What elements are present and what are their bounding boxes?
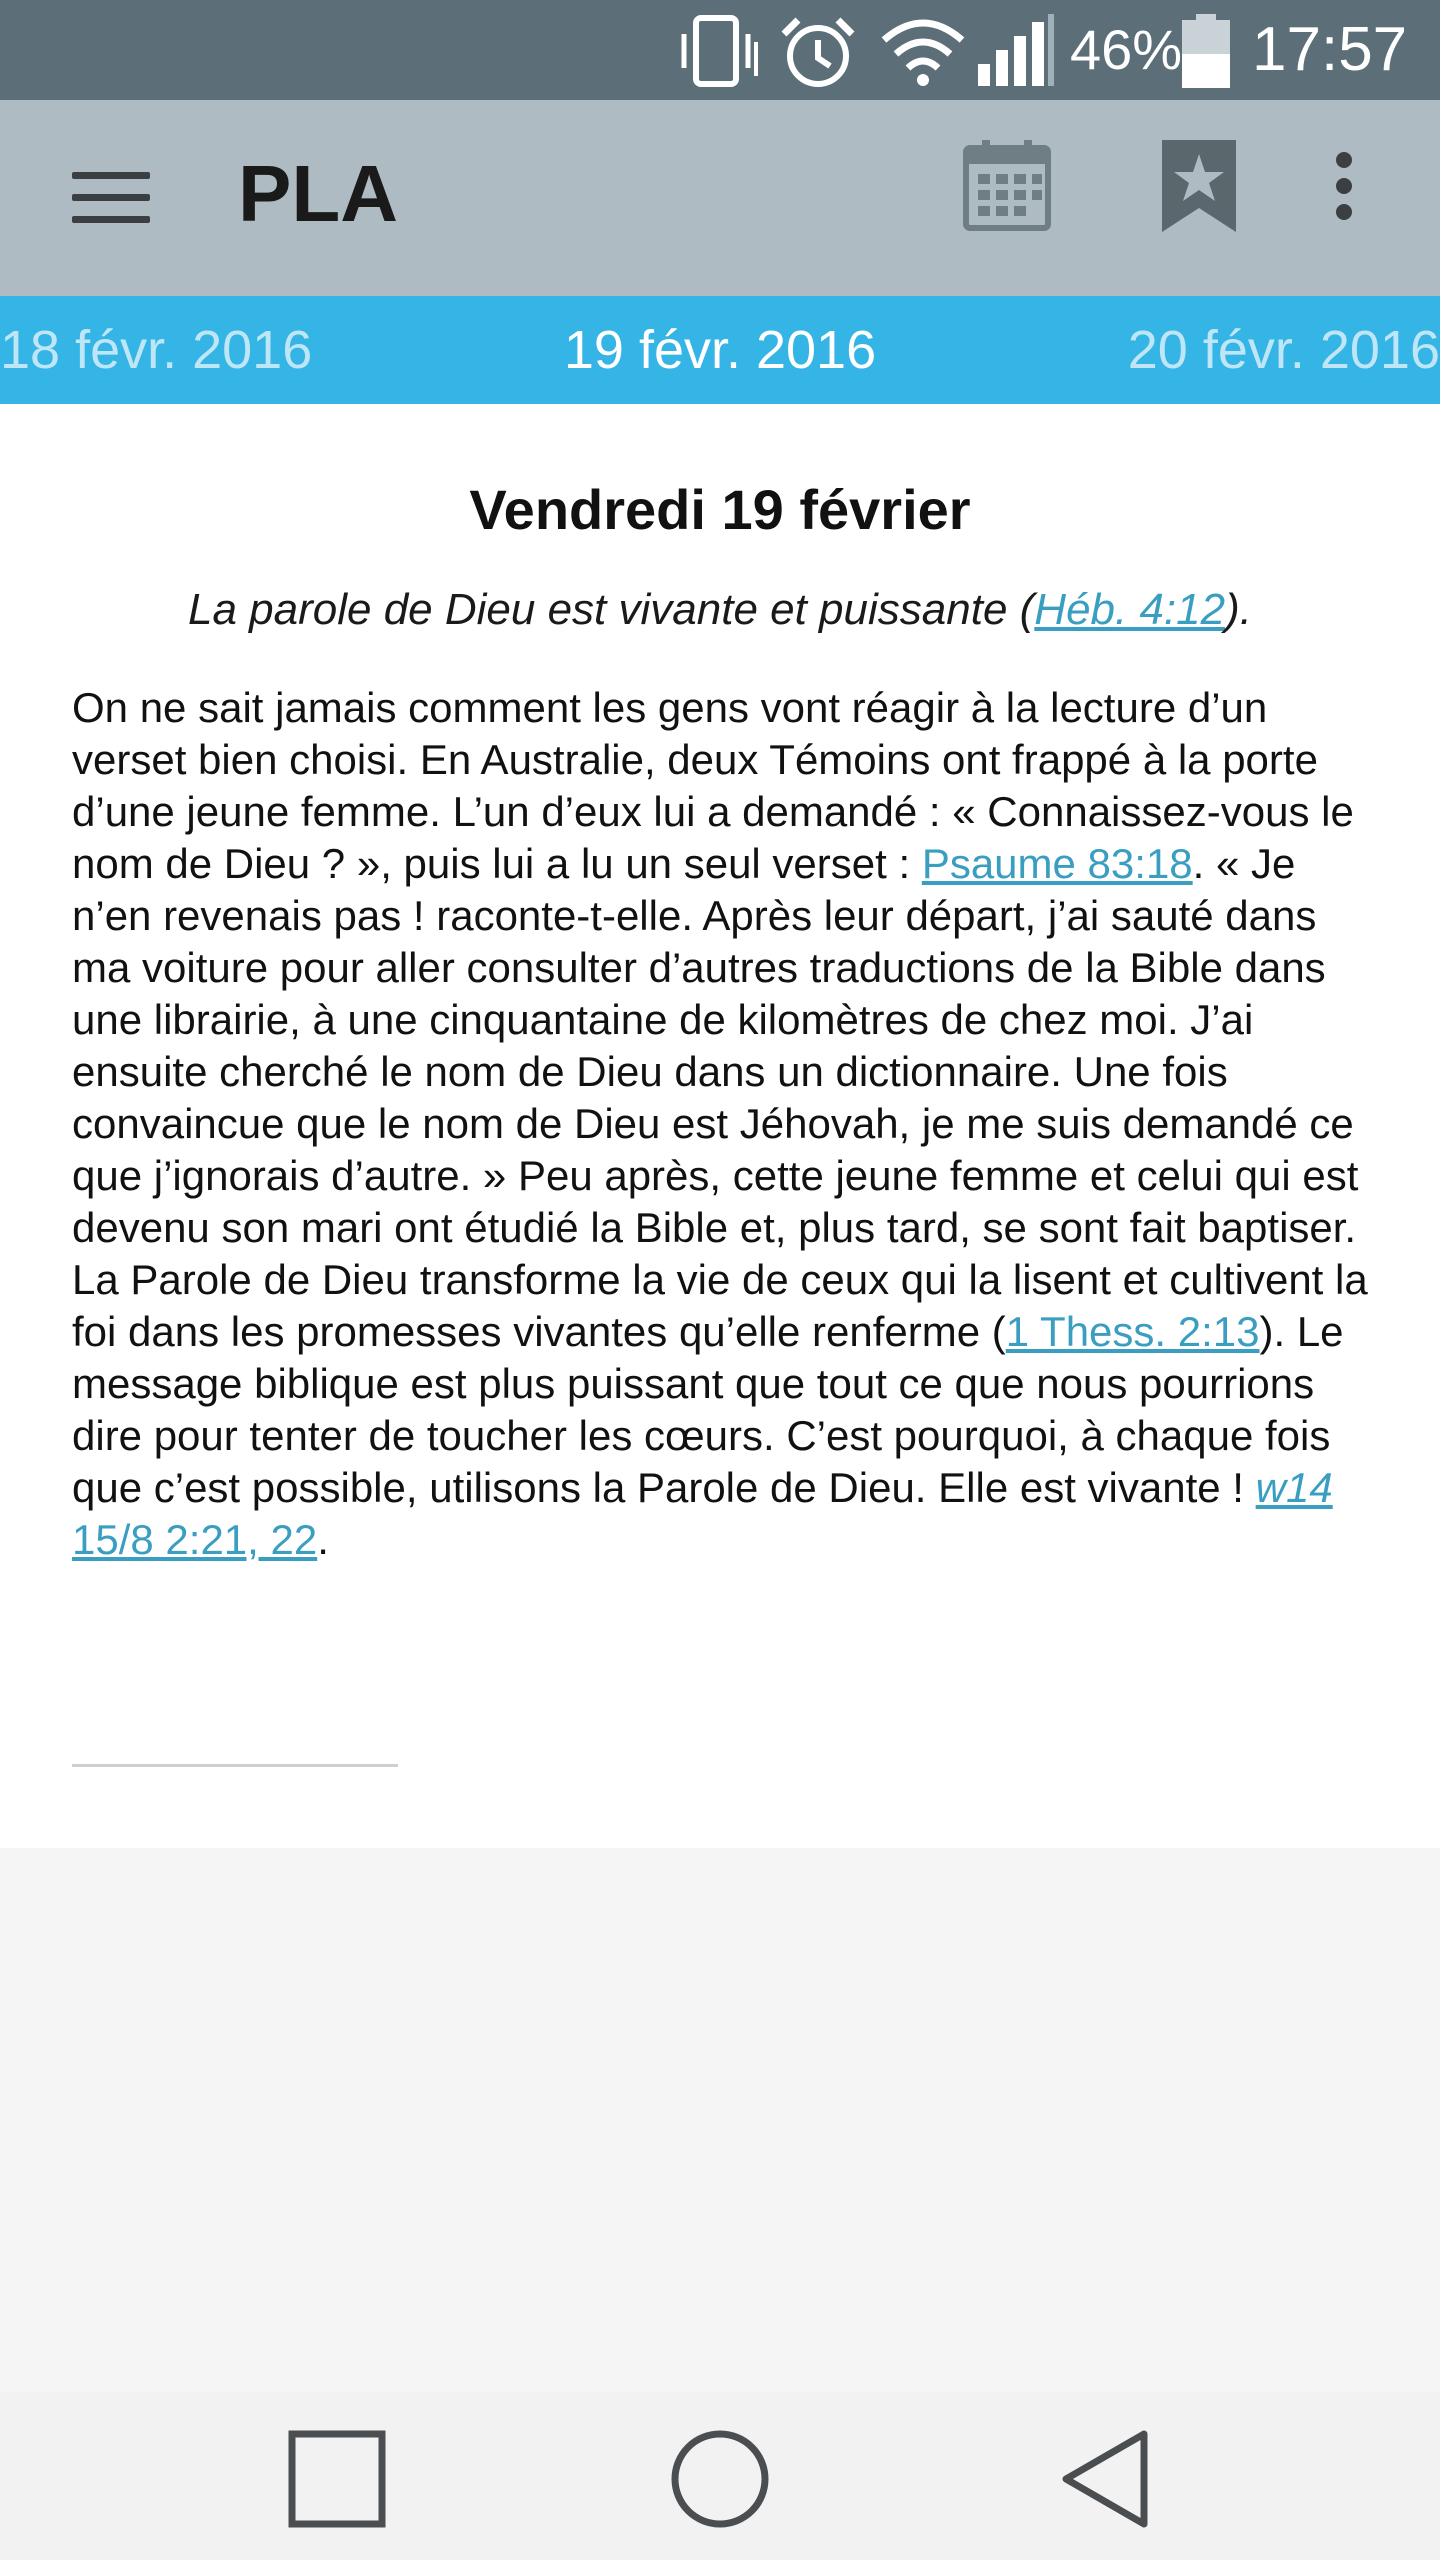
daily-text-content xyxy=(0,404,1440,1848)
signal-icon xyxy=(976,14,1058,90)
commentary-body xyxy=(72,682,1372,1566)
date-current[interactable]: 19 févr. 2016 xyxy=(563,320,877,380)
date-strip xyxy=(0,296,1440,404)
scripture-link-thess[interactable]: 1 Thess. 2:13 xyxy=(1005,1308,1260,1355)
body-part-1: On ne sait jamais comment les gens vont réagir à la lecture d’un verset bien choisi. En Australie, deux Témoins ont frappé à la porte d’une jeune femme. L’un d’eux lui a demandé : « Connaissez-vous le nom de Dieu ? », puis lui a lu un seul verset : xyxy=(72,684,1354,887)
bookmark-icon[interactable] xyxy=(1160,138,1238,234)
reference-italic: w14 xyxy=(1255,1464,1333,1511)
back-icon[interactable] xyxy=(1052,2424,1162,2534)
theme-end: ). xyxy=(1225,585,1252,634)
system-nav-bar xyxy=(0,2392,1440,2560)
home-icon[interactable] xyxy=(665,2424,775,2534)
alarm-icon xyxy=(778,14,858,90)
body-part-3: ). Le message biblique est plus puissant que tout ce que nous pourrions dire pour tenter de toucher les cœurs. C’est pourquoi, à chaque fois que c’est possible, utilisons la Parole de Dieu. Elle est vivante ! xyxy=(72,1308,1344,1511)
theme-scripture xyxy=(0,580,1440,640)
scripture-link-psalm[interactable]: Psaume 83:18 xyxy=(921,840,1193,887)
calendar-icon[interactable] xyxy=(962,140,1052,232)
battery-icon xyxy=(1180,14,1232,90)
theme-scripture-link[interactable]: Héb. 4:12 xyxy=(1034,585,1226,634)
body-part-2: . « Je n’en revenais pas ! raconte-t-elle. Après leur départ, j’ai sauté dans ma voiture pour aller consulter d’autres traductions de la Bible dans une librairie, à une cinquantaine de kilomètres de chez moi. J’ai ensuite cherché le nom de Dieu dans un dictionnaire. Une fois convaincue que le nom de Dieu est Jéhovah, je me suis demandé ce que j’ignorais d’autre. » Peu après, cette jeune femme et celui qui est devenu son mari ont étudié la Bible et, plus tard, se sont fait baptiser. La Parole de Dieu transforme la vie de ceux qui la lisent et cultivent la foi dans les promesses vivantes qu’elle renferme ( xyxy=(72,840,1368,1355)
clock-time: 17:57 xyxy=(1252,15,1408,84)
reference-rest: 15/8 2:21, 22 xyxy=(72,1516,318,1563)
day-title: Vendredi 19 février xyxy=(469,478,971,541)
wifi-icon xyxy=(880,14,966,90)
app-title: PLA xyxy=(238,149,398,238)
date-prev[interactable]: 18 févr. 2016 xyxy=(0,320,313,380)
theme-text: La parole de Dieu est vivante et puissante ( xyxy=(188,585,1035,634)
body-end: . xyxy=(317,1516,329,1563)
more-vert-icon[interactable] xyxy=(1326,150,1362,222)
app-toolbar xyxy=(0,100,1440,296)
vibrate-icon xyxy=(676,14,760,88)
footnote-divider xyxy=(72,1764,398,1767)
date-next[interactable]: 20 févr. 2016 xyxy=(1127,320,1440,380)
recents-icon[interactable] xyxy=(282,2424,392,2534)
status-bar xyxy=(0,0,1440,100)
menu-icon[interactable] xyxy=(72,158,152,238)
battery-percent: 46% xyxy=(1070,18,1183,81)
